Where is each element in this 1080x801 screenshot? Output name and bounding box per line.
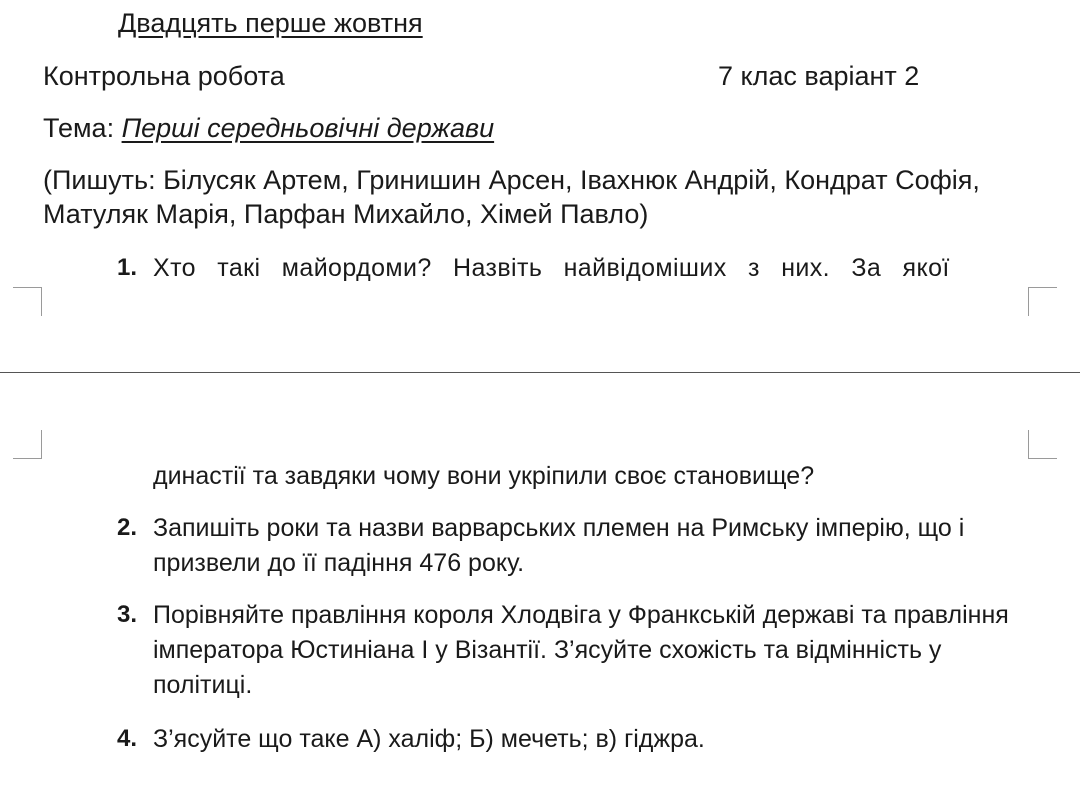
question-4-number: 4. xyxy=(117,725,138,752)
question-4-text: З’ясуйте що таке А) халіф; Б) мечеть; в) гіджра. xyxy=(153,725,705,753)
writers-list: (Пишуть: Білусяк Артем, Гринишин Арсен, Івахнюк Андрій, Кондрат Софія, Матуляк Марія, Парфан Михайло, Хімей Павло) xyxy=(43,165,980,229)
topic-label: Тема: xyxy=(43,113,122,143)
question-2-text: Запишіть роки та назви варварських племен на Римську імперію, що і призвели до її падіння 476 року. xyxy=(153,514,965,577)
date-heading: Двадцять перше жовтня xyxy=(118,8,423,38)
question-3-text: Порівняйте правління короля Хлодвіга у Франкській державі та правління імператора Юстиніана I у Візантії. З’ясуйте схожість та відмінність у політиці. xyxy=(153,601,1009,699)
question-3-number: 3. xyxy=(117,601,138,628)
crop-mark-top-right xyxy=(1028,287,1057,316)
crop-mark-bottom-right xyxy=(1028,430,1057,459)
question-2-number: 2. xyxy=(117,514,138,541)
topic-value: Перші середньовічні держави xyxy=(121,113,495,143)
crop-mark-top-left xyxy=(13,287,42,316)
question-1-text-line2: династії та завдяки чому вони укріпили своє становище? xyxy=(153,462,815,490)
work-type: Контрольна робота xyxy=(43,61,285,91)
crop-mark-bottom-left xyxy=(13,430,42,459)
question-1-text-line1: Хто такі майордоми? Назвіть найвідоміших з них. За якої xyxy=(153,254,950,282)
topic-line xyxy=(43,111,494,145)
question-1-number: 1. xyxy=(117,254,138,281)
class-variant: 7 клас варіант 2 xyxy=(718,61,920,91)
page-separator xyxy=(0,372,1080,373)
